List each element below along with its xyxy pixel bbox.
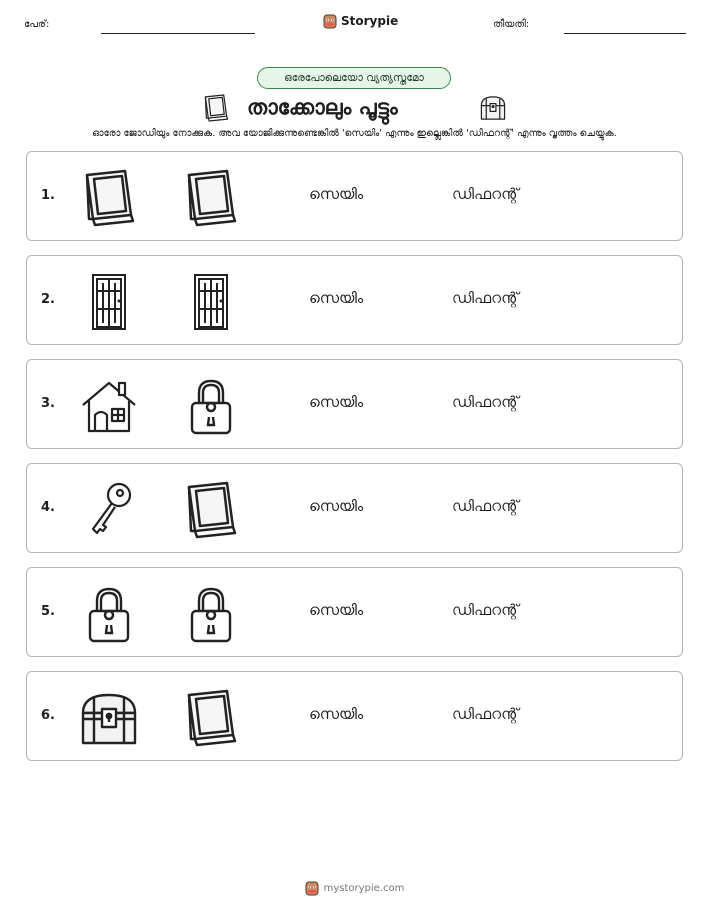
date-line[interactable] [564,33,686,34]
treasure-chest-icon [478,94,508,122]
book-icon [181,689,241,747]
name-line[interactable] [101,33,255,34]
question-row [26,567,683,657]
date-label: തീയതി: [493,19,530,30]
book-icon [181,169,241,227]
treasure-chest-icon [79,689,139,747]
question-number: 6. [41,708,55,723]
brand-name: Storypie [341,14,399,28]
title-row [0,92,709,122]
question-number: 5. [41,604,55,619]
storypie-mascot-icon [323,13,337,29]
same-option[interactable]: സെയിം [309,705,364,723]
footer-site[interactable]: mystorypie.com [323,882,405,894]
different-option[interactable]: ഡിഫറന്റ് [452,601,519,619]
name-label: പേര്: [24,19,50,30]
book-icon [181,481,241,539]
worksheet-tag: ഒരേപോലെയോ വ്യത്യസ്തമോ [257,67,451,89]
book-icon [79,169,139,227]
footer [0,880,709,896]
door-icon [181,273,241,331]
question-row [26,255,683,345]
key-icon [79,481,139,539]
different-option[interactable]: ഡിഫറന്റ് [452,185,519,203]
padlock-icon [181,377,241,435]
different-option[interactable]: ഡിഫറന്റ് [452,705,519,723]
question-row [26,671,683,761]
question-number: 2. [41,292,55,307]
same-option[interactable]: സെയിം [309,601,364,619]
brand-logo [323,13,398,29]
question-row [26,463,683,553]
question-number: 1. [41,188,55,203]
same-option[interactable]: സെയിം [309,393,364,411]
padlock-icon [181,585,241,643]
question-row [26,359,683,449]
padlock-icon [79,585,139,643]
page-title: താക്കോലും പൂട്ടും [247,95,398,119]
same-option[interactable]: സെയിം [309,289,364,307]
instructions: ഓരോ ജോഡിയും നോക്കുക. അവ യോജിക്കുന്നുണ്ടെങ്കിൽ 'സെയിം' എന്നും ഇല്ലെങ്കിൽ 'ഡിഫറന്റ്' എന്നും വൃത്തം ചെയ്യുക. [92,128,617,139]
question-row [26,151,683,241]
storypie-mascot-icon [305,880,319,896]
question-number: 3. [41,396,55,411]
house-icon [79,377,139,435]
same-option[interactable]: സെയിം [309,185,364,203]
question-number: 4. [41,500,55,515]
different-option[interactable]: ഡിഫറന്റ് [452,289,519,307]
book-icon [201,94,231,122]
door-icon [79,273,139,331]
same-option[interactable]: സെയിം [309,497,364,515]
different-option[interactable]: ഡിഫറന്റ് [452,497,519,515]
different-option[interactable]: ഡിഫറന്റ് [452,393,519,411]
